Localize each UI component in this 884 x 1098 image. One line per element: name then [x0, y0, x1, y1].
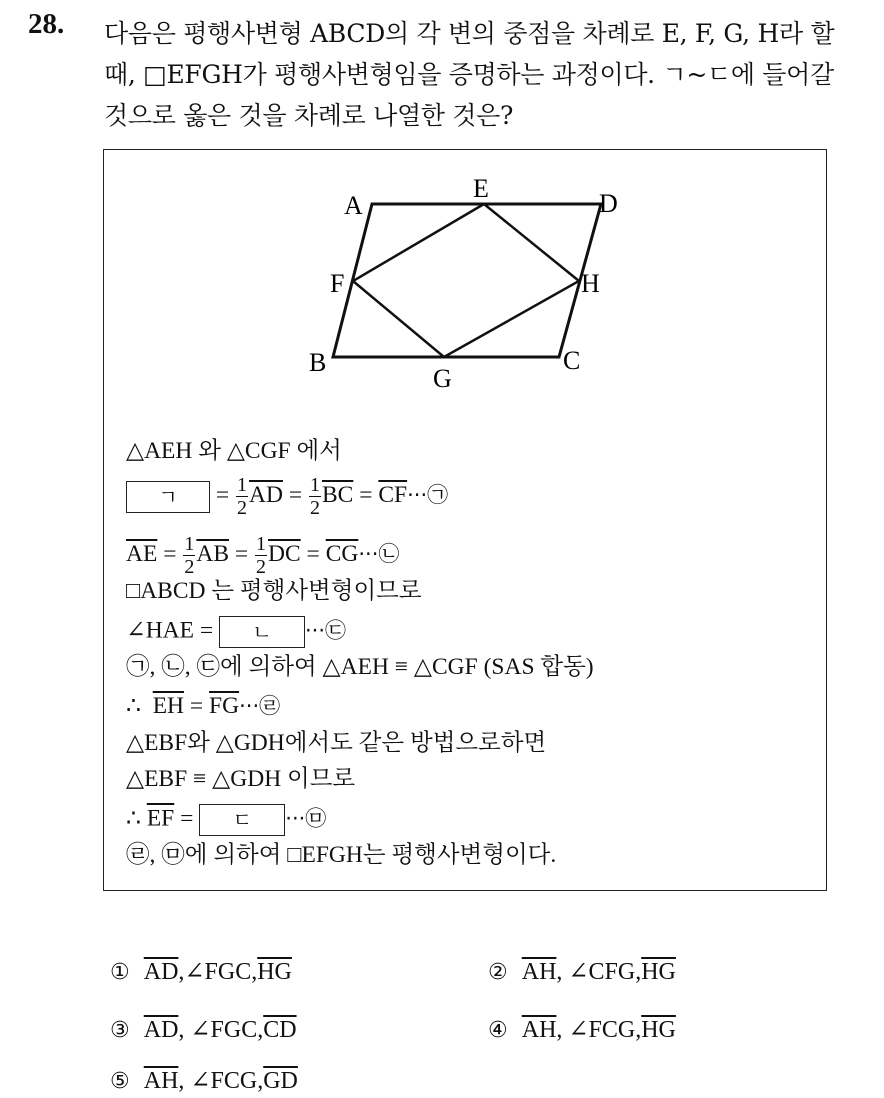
proof-line-6: ㉠, ㉡, ㉢에 의하여 △AEH ≡ △CGF (SAS 합동) [126, 654, 594, 680]
question-number: 28. [28, 8, 65, 40]
label-c: C [563, 346, 581, 375]
proof-line-10: ∴ $\overline{EF}$ = ㄷ ···㉤ [126, 804, 326, 836]
question-text-line-1: 다음은 평행사변형 ABCD의 각 변의 중점을 차례로 E, F, G, H라 할 [104, 19, 835, 48]
label-h: H [581, 269, 600, 298]
proof-line-8: △EBF와 △GDH에서도 같은 방법으로하면 [126, 730, 547, 756]
fraction-half: $\frac{1}{2}$ [256, 533, 267, 578]
blank-giyeok: ㄱ [126, 481, 210, 513]
label-a: A [344, 191, 363, 220]
proof-line-2: ㄱ = $\frac{1}{2}$ $\overline{AD}$ = $\frac{1}{2}$ $\overline{BC}$ = $\overline{CF}\cdot\cdot\cdot㉠$ [126, 475, 448, 518]
proof-box [103, 149, 827, 891]
fraction-half: $\frac{1}{2}$ [237, 474, 248, 519]
proof-line-1: △AEH 와 △CGF 에서 [126, 438, 342, 464]
option-2[interactable]: ② $\overline{AH}$, $\angle CFG,\overline{HG}$ [488, 959, 676, 985]
proof-line-4: □ABCD 는 평행사변형이므로 [126, 578, 422, 604]
option-4[interactable]: ④ $\overline{AH}$, $\angle FCG,\overline{HG}$ [488, 1017, 676, 1043]
parallelogram-abcd [333, 204, 601, 357]
option-5[interactable]: ⑤ $\overline{AH}$, $\angle FCG,\overline{GD}$ [110, 1068, 298, 1094]
parallelogram-figure [104, 150, 828, 410]
question-text-line-3: 것으로 옳은 것을 차례로 나열한 것은? [104, 101, 514, 130]
proof-line-7: ∴ $\overline{EH}$ = $\overline{FG}\cdot\cdot\cdot㉣$ [126, 693, 281, 719]
label-d: D [599, 189, 618, 218]
proof-line-3: $\overline{AE}$ = $\frac{1}{2}$ $\overline{AB}$ = $\frac{1}{2}$ $\overline{DC}$ = $\overline{CG}\cdot\cdot\cdot㉡$ [126, 533, 400, 578]
quadrilateral-efgh [353, 204, 579, 357]
option-3[interactable]: ③ $\overline{AD}$, $\angle FGC,\overline{CD}$ [110, 1017, 297, 1043]
fraction-half: $\frac{1}{2}$ [184, 533, 195, 578]
label-g: G [433, 364, 452, 393]
fraction-half: $\frac{1}{2}$ [309, 474, 320, 519]
proof-line-5: ∠HAE = ㄴ ···㉢ [126, 616, 346, 648]
label-e: E [473, 174, 489, 203]
proof-line-11: ㉣, ㉤에 의하여 □EFGH는 평행사변형이다. [126, 842, 557, 868]
proof-line-9: △EBF ≡ △GDH 이므로 [126, 766, 356, 792]
blank-digeut: ㄷ [199, 804, 285, 836]
label-b: B [309, 348, 327, 377]
option-1[interactable]: ① $\overline{AD},\angle FGC,\overline{HG}$ [110, 959, 292, 985]
blank-nieun: ㄴ [219, 616, 305, 648]
question-text-line-2: 때, □EFGH가 평행사변형임을 증명하는 과정이다. ㄱ~ㄷ에 들어갈 [104, 60, 834, 89]
label-f: F [330, 269, 345, 298]
